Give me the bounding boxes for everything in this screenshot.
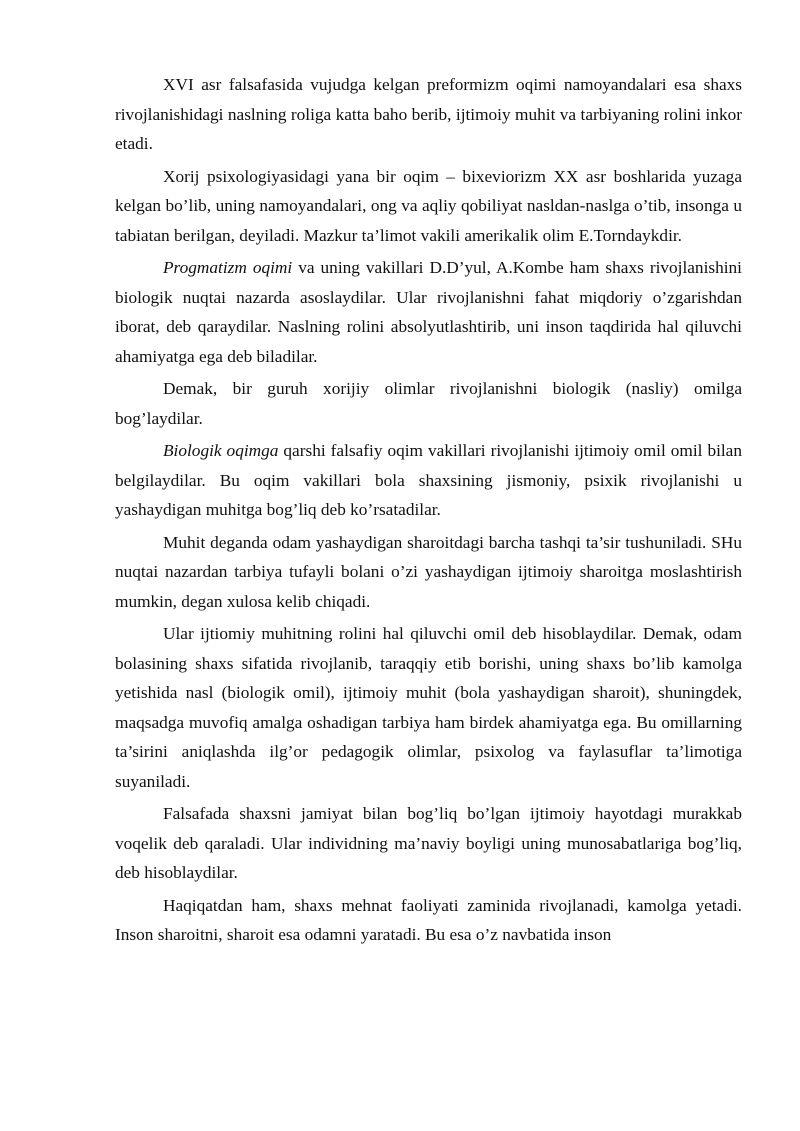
paragraph-8-text: Falsafada shaxsni jamiyat bilan bog’liq bo’lgan ijtimoiy hayotdagi murakkab voqelik deb qaraladi. Ular individning ma’naviy boyligi uning munosabatlariga bog’liq, deb hisoblaydilar.	[115, 804, 742, 882]
paragraph-5-italic: Biologik oqimga	[163, 441, 279, 460]
paragraph-2	[115, 162, 742, 251]
paragraph-8	[115, 799, 742, 888]
page-body	[115, 70, 742, 953]
paragraph-3	[115, 253, 742, 371]
paragraph-9	[115, 891, 742, 950]
paragraph-3-text: va uning vakillari D.D’yul, A.Kombe ham shaxs rivojlanishini biologik nuqtai nazarda asoslaydilar. Ular rivojlanishni fahat miqdoriy o’zgarishdan iborat, deb qaraydilar. Naslning rolini absolyutlashtirib, uni inson taqdirida hal qiluvchi ahamiyatga ega deb biladilar.	[115, 258, 742, 366]
paragraph-4-text: Demak, bir guruh xorijiy olimlar rivojlanishni biologik (nasliy) omilga bog’laydilar.	[115, 379, 742, 428]
paragraph-2-text: Xorij psixologiyasidagi yana bir oqim – bixeviorizm XX asr boshlarida yuzaga kelgan bo’lib, uning namoyandalari, ong va aqliy qobiliyat nasldan-naslga o’tib, insonga u tabiatan berilgan, deyiladi. Mazkur ta’limot vakili amerikalik olim E.Torndaykdir.	[115, 166, 742, 245]
paragraph-4	[115, 374, 742, 433]
paragraph-7	[115, 619, 742, 796]
paragraph-7-text: Ular ijtiomiy muhitning rolini hal qiluvchi omil deb hisoblaydilar. Demak, odam bolasining shaxs sifatida rivojlanib, taraqqiy etib borishi, uning shaxs bo’lib kamolga yetishida nasl (biologik omil), ijtimoiy muhit (bola yashaydigan sharoit), shuningdek, maqsadga muvofiq amalga oshadigan tarbiya ham birdek ahamiyatga ega. Bu omillarning ta’sirini aniqlashda ilg’or pedagogik olimlar, psixolog va faylasuflar ta’limotiga suyaniladi.	[115, 624, 742, 791]
paragraph-5-text: qarshi falsafiy oqim vakillari rivojlanishi ijtimoiy omil omil bilan belgilaydilar. Bu oqim vakillari bola shaxsining jismoniy, psixik rivojlanishi u yashaydigan muhitga bog’liq deb ko’rsatadilar.	[115, 441, 742, 519]
paragraph-1	[115, 70, 742, 159]
paragraph-6	[115, 528, 742, 617]
paragraph-9-text: Haqiqatdan ham, shaxs mehnat faoliyati zaminida rivojlanadi, kamolga yetadi. Inson sharoitni, sharoit esa odamni yaratadi. Bu esa o’z navbatida inson	[115, 895, 742, 944]
paragraph-6-text: Muhit deganda odam yashaydigan sharoitdagi barcha tashqi ta’sir tushuniladi. SHu nuqtai nazardan tarbiya tufayli bolani o’zi yashaydigan ijtimoiy sharoitga moslashtirish mumkin, degan xulosa kelib chiqadi.	[115, 532, 742, 611]
paragraph-1-text: XVI asr falsafasida vujudga kelgan preformizm oqimi namoyandalari esa shaxs rivojlanishidagi naslning roliga katta baho berib, ijtimoiy muhit va tarbiyaning rolini inkor etadi.	[115, 75, 742, 153]
paragraph-5	[115, 436, 742, 525]
paragraph-3-italic: Progmatizm oqimi	[163, 258, 293, 277]
